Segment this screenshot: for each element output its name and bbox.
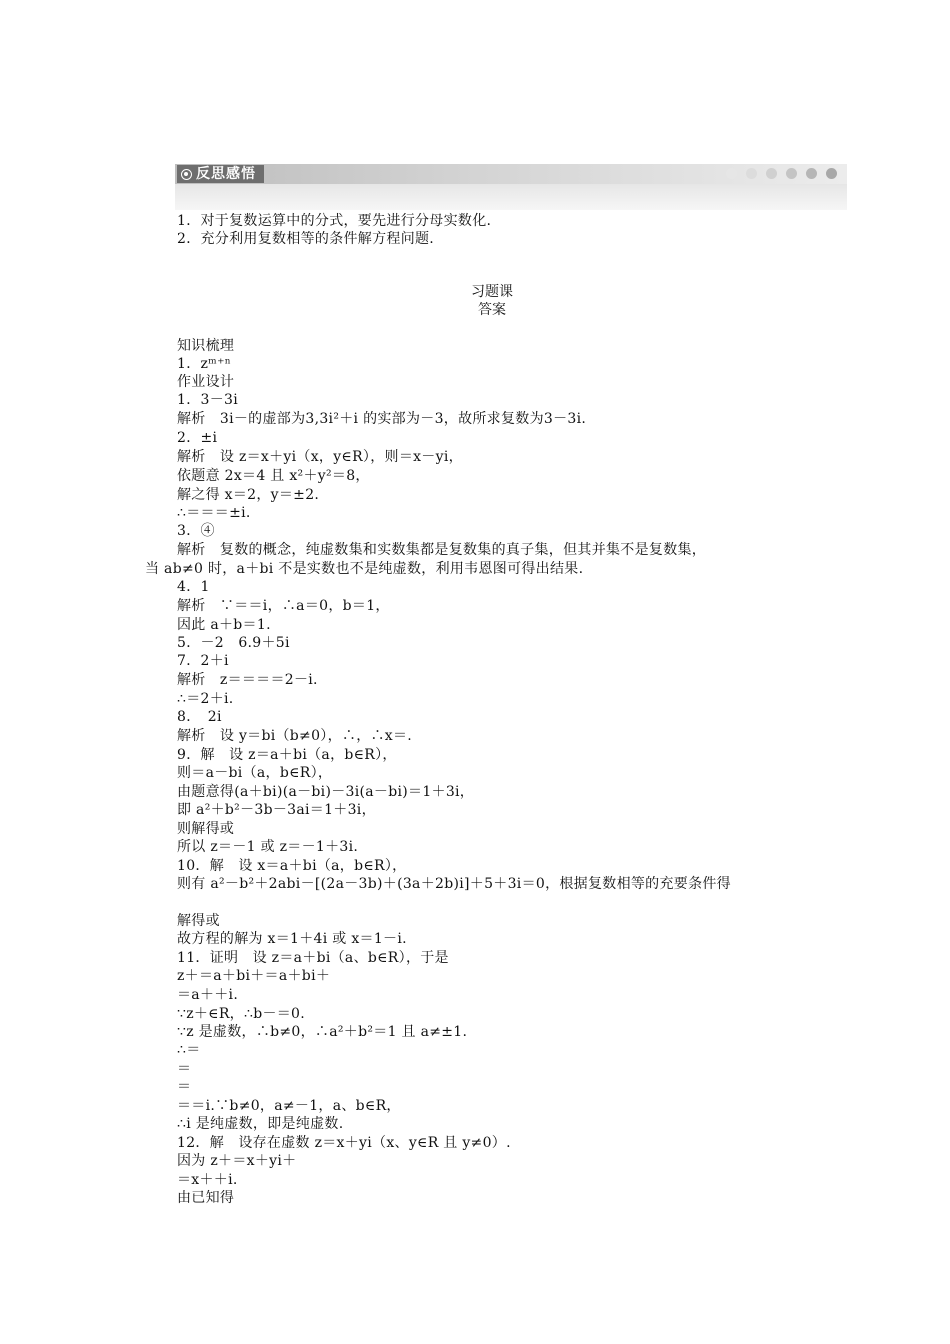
reflection-line: 2．充分利用复数相等的条件解方程问题. — [177, 231, 435, 247]
text-line: ＝a＋＋i. — [177, 987, 239, 1003]
text-line: 则解得或 — [177, 821, 235, 837]
text-line: 解析 复数的概念，纯虚数集和实数集都是复数集的真子集，但其并集不是复数集， — [177, 542, 707, 558]
text-line: ＝＝i.∵b≠0，a≠－1，a、b∈R， — [177, 1098, 401, 1114]
text-line: 因为 z＋＝x＋yi＋ — [177, 1153, 297, 1169]
dot-icon — [786, 168, 797, 179]
text-line: 由已知得 — [177, 1190, 235, 1206]
text-line: 因此 a＋b＝1. — [177, 617, 271, 633]
text-line: 1．3－3i — [177, 392, 238, 408]
text-line: 5．－2 6.9＋5i — [177, 635, 290, 651]
reflection-line: 1．对于复数运算中的分式，要先进行分母实数化. — [177, 213, 492, 229]
text-line: ＝ — [177, 1061, 192, 1077]
text-line: 作业设计 — [177, 374, 235, 390]
text-line: 4．1 — [177, 579, 210, 595]
text-line: 则＝a－bi（a，b∈R）， — [177, 765, 333, 781]
text-line: 7．2＋i — [177, 653, 229, 669]
dot-icon — [766, 168, 777, 179]
page-subtitle: 答案 — [478, 302, 506, 318]
text-line: 所以 z＝－1 或 z＝－1＋3i. — [177, 839, 359, 855]
banner-bottom-bar — [175, 184, 847, 210]
text-line: 12．解 设存在虚数 z＝x＋yi（x、y∈R 且 y≠0）. — [177, 1135, 511, 1151]
reflection-banner — [175, 164, 847, 210]
text-line: 知识梳理 — [177, 338, 235, 354]
text-line: 2．±i — [177, 430, 218, 446]
text-line: 3．④ — [177, 523, 215, 539]
text-line: 1．zᵐ⁺ⁿ — [177, 356, 232, 372]
banner-label-text: 反思感悟 — [196, 166, 256, 182]
text-line: 即 a²＋b²－3b－3ai＝1＋3i， — [177, 802, 376, 818]
text-line: 解得或 — [177, 913, 220, 929]
text-line: ∴＝＝＝±i. — [177, 505, 251, 521]
dot-icon — [726, 168, 737, 179]
dot-icon — [806, 168, 817, 179]
text-line: 则有 a²－b²＋2abi－[(2a－3b)＋(3a＋2b)i]＋5＋3i＝0，根据复数相等的充要条件得 — [177, 876, 731, 892]
text-line: 9．解 设 z＝a＋bi（a，b∈R）， — [177, 747, 397, 763]
text-line: 当 ab≠0 时，a＋bi 不是实数也不是纯虚数，利用韦恩图可得出结果. — [145, 561, 584, 577]
text-line: 解析 设 y＝bi（b≠0），∴，∴x＝. — [177, 728, 413, 744]
text-line: ∴＝2＋i. — [177, 691, 234, 707]
text-line: 8． 2i — [177, 709, 222, 725]
text-line: 由题意得(a＋bi)(a－bi)－3i(a－bi)＝1＋3i， — [177, 784, 475, 800]
text-line: 解析 设 z＝x＋yi（x，y∈R），则＝x－yi， — [177, 449, 463, 465]
banner-label — [177, 165, 264, 183]
text-line: 依题意 2x＝4 且 x²＋y²＝8， — [177, 468, 370, 484]
target-icon — [181, 169, 192, 180]
dot-icon — [746, 168, 757, 179]
text-line: ∴i 是纯虚数，即是纯虚数. — [177, 1116, 344, 1132]
text-line: ＝ — [177, 1079, 192, 1095]
text-line: 解析 z＝＝＝＝2－i. — [177, 672, 318, 688]
text-line: z＋＝a＋bi＋＝a＋bi＋ — [177, 968, 331, 984]
page-title: 习题课 — [471, 284, 513, 300]
text-line: 11．证明 设 z＝a＋bi（a、b∈R），于是 — [177, 950, 449, 966]
text-line: 10．解 设 x＝a＋bi（a，b∈R）， — [177, 858, 407, 874]
text-line: ＝x＋＋i. — [177, 1172, 238, 1188]
dot-icon — [826, 168, 837, 179]
banner-dots — [726, 168, 837, 179]
text-line: 解之得 x＝2，y＝±2. — [177, 487, 320, 503]
text-line: ∵z＋∈R，∴b－＝0. — [177, 1006, 306, 1022]
text-line: 解析 ∵＝＝i，∴a＝0，b＝1， — [177, 598, 390, 614]
text-line: ∴＝ — [177, 1042, 201, 1058]
text-line: 解析 3i－的虚部为3,3i²＋i 的实部为－3，故所求复数为3－3i. — [177, 411, 587, 427]
text-line: 故方程的解为 x＝1＋4i 或 x＝1－i. — [177, 931, 407, 947]
text-line: ∵z 是虚数，∴b≠0，∴a²＋b²＝1 且 a≠±1. — [177, 1024, 468, 1040]
